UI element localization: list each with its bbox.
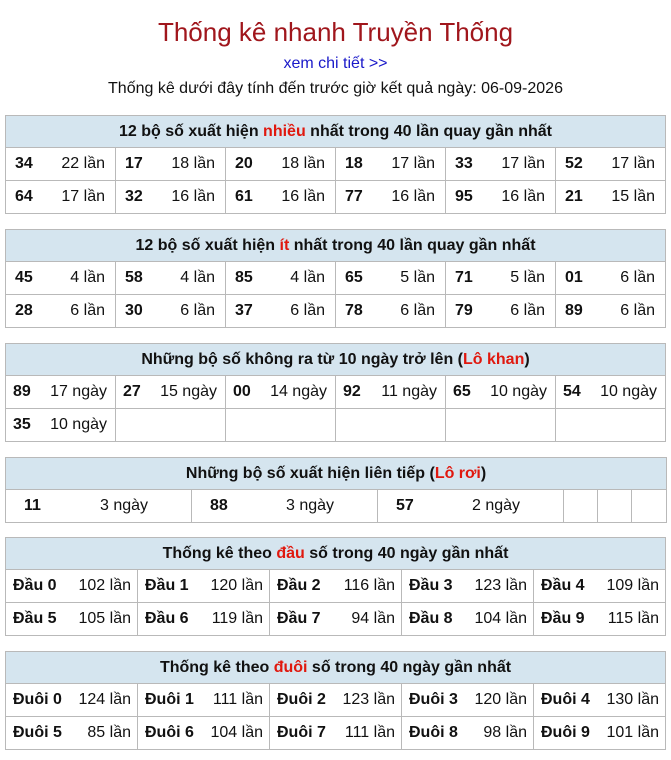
number-cell: 45 4 lần bbox=[6, 262, 116, 295]
table-row bbox=[6, 603, 666, 636]
digit-cell: Đầu 6 119 lần bbox=[138, 603, 270, 636]
empty-cell bbox=[632, 490, 667, 523]
number-cell: 20 18 lần bbox=[226, 148, 336, 181]
number-cell: 89 6 lần bbox=[556, 295, 666, 328]
digit-cell: Đuôi 5 85 lần bbox=[6, 717, 138, 750]
empty-cell bbox=[564, 490, 598, 523]
empty-cell bbox=[446, 409, 556, 442]
number-cell: 64 17 lần bbox=[6, 181, 116, 214]
number-cell: 61 16 lần bbox=[226, 181, 336, 214]
head-digit-heading: Thống kê theo đầu số trong 40 ngày gần nhất bbox=[6, 538, 666, 570]
digit-cell: Đầu 7 94 lần bbox=[270, 603, 402, 636]
number-cell: 89 17 ngày bbox=[6, 376, 116, 409]
digit-cell: Đuôi 0 124 lần bbox=[6, 684, 138, 717]
number-cell: 21 15 lần bbox=[556, 181, 666, 214]
number-cell: 27 15 ngày bbox=[116, 376, 226, 409]
digit-cell: Đầu 9 115 lần bbox=[534, 603, 666, 636]
table-row bbox=[6, 684, 666, 717]
number-cell: 01 6 lần bbox=[556, 262, 666, 295]
number-cell: 33 17 lần bbox=[446, 148, 556, 181]
number-cell: 88 3 ngày bbox=[192, 490, 378, 523]
digit-cell: Đầu 4 109 lần bbox=[534, 570, 666, 603]
empty-cell bbox=[556, 409, 666, 442]
number-cell: 30 6 lần bbox=[116, 295, 226, 328]
most-frequent-table bbox=[5, 115, 666, 214]
table-row bbox=[6, 490, 667, 523]
number-cell: 34 22 lần bbox=[6, 148, 116, 181]
digit-cell: Đầu 2 116 lần bbox=[270, 570, 402, 603]
number-cell: 54 10 ngày bbox=[556, 376, 666, 409]
least-frequent-heading: 12 bộ số xuất hiện ít nhất trong 40 lần quay gần nhất bbox=[6, 230, 666, 262]
number-cell: 65 10 ngày bbox=[446, 376, 556, 409]
empty-cell bbox=[226, 409, 336, 442]
table-row bbox=[6, 181, 666, 214]
lo-khan-heading: Những bộ số không ra từ 10 ngày trở lên (Lô khan) bbox=[6, 344, 666, 376]
number-cell: 17 18 lần bbox=[116, 148, 226, 181]
digit-cell: Đuôi 1 111 lần bbox=[138, 684, 270, 717]
page-title: Thống kê nhanh Truyền Thống bbox=[157, 17, 514, 47]
number-cell: 28 6 lần bbox=[6, 295, 116, 328]
number-cell: 18 17 lần bbox=[336, 148, 446, 181]
number-cell: 52 17 lần bbox=[556, 148, 666, 181]
digit-cell: Đầu 5 105 lần bbox=[6, 603, 138, 636]
digit-cell: Đuôi 7 111 lần bbox=[270, 717, 402, 750]
table-row bbox=[6, 262, 666, 295]
digit-cell: Đuôi 6 104 lần bbox=[138, 717, 270, 750]
table-row bbox=[6, 409, 666, 442]
table-row bbox=[6, 570, 666, 603]
number-cell: 00 14 ngày bbox=[226, 376, 336, 409]
digit-cell: Đuôi 3 120 lần bbox=[402, 684, 534, 717]
digit-cell: Đầu 3 123 lần bbox=[402, 570, 534, 603]
table-row bbox=[6, 376, 666, 409]
table-row bbox=[6, 148, 666, 181]
least-frequent-table bbox=[5, 229, 666, 328]
digit-cell: Đuôi 2 123 lần bbox=[270, 684, 402, 717]
table-row bbox=[6, 717, 666, 750]
digit-cell: Đầu 0 102 lần bbox=[6, 570, 138, 603]
view-details-link[interactable]: xem chi tiết >> bbox=[283, 55, 388, 72]
lo-roi-table bbox=[5, 457, 667, 523]
table-row bbox=[6, 295, 666, 328]
head-digit-table bbox=[5, 537, 666, 636]
number-cell: 92 11 ngày bbox=[336, 376, 446, 409]
tail-digit-table bbox=[5, 651, 666, 750]
lo-roi-heading: Những bộ số xuất hiện liên tiếp (Lô rơi) bbox=[6, 458, 667, 490]
number-cell: 78 6 lần bbox=[336, 295, 446, 328]
empty-cell bbox=[116, 409, 226, 442]
empty-cell bbox=[598, 490, 632, 523]
digit-cell: Đầu 8 104 lần bbox=[402, 603, 534, 636]
tail-digit-heading: Thống kê theo đuôi số trong 40 ngày gần nhất bbox=[6, 652, 666, 684]
number-cell: 95 16 lần bbox=[446, 181, 556, 214]
digit-cell: Đuôi 4 130 lần bbox=[534, 684, 666, 717]
lo-khan-table bbox=[5, 343, 666, 442]
number-cell: 77 16 lần bbox=[336, 181, 446, 214]
digit-cell: Đầu 1 120 lần bbox=[138, 570, 270, 603]
date-subtitle: Thống kê dưới đây tính đến trước giờ kết quả ngày: 06-09-2026 bbox=[108, 80, 563, 97]
most-frequent-heading: 12 bộ số xuất hiện nhiều nhất trong 40 lần quay gần nhất bbox=[6, 116, 666, 148]
digit-cell: Đuôi 9 101 lần bbox=[534, 717, 666, 750]
number-cell: 71 5 lần bbox=[446, 262, 556, 295]
number-cell: 58 4 lần bbox=[116, 262, 226, 295]
number-cell: 85 4 lần bbox=[226, 262, 336, 295]
number-cell: 37 6 lần bbox=[226, 295, 336, 328]
number-cell: 79 6 lần bbox=[446, 295, 556, 328]
number-cell: 32 16 lần bbox=[116, 181, 226, 214]
number-cell: 11 3 ngày bbox=[6, 490, 192, 523]
number-cell: 65 5 lần bbox=[336, 262, 446, 295]
digit-cell: Đuôi 8 98 lần bbox=[402, 717, 534, 750]
number-cell: 57 2 ngày bbox=[378, 490, 564, 523]
number-cell: 35 10 ngày bbox=[6, 409, 116, 442]
empty-cell bbox=[336, 409, 446, 442]
